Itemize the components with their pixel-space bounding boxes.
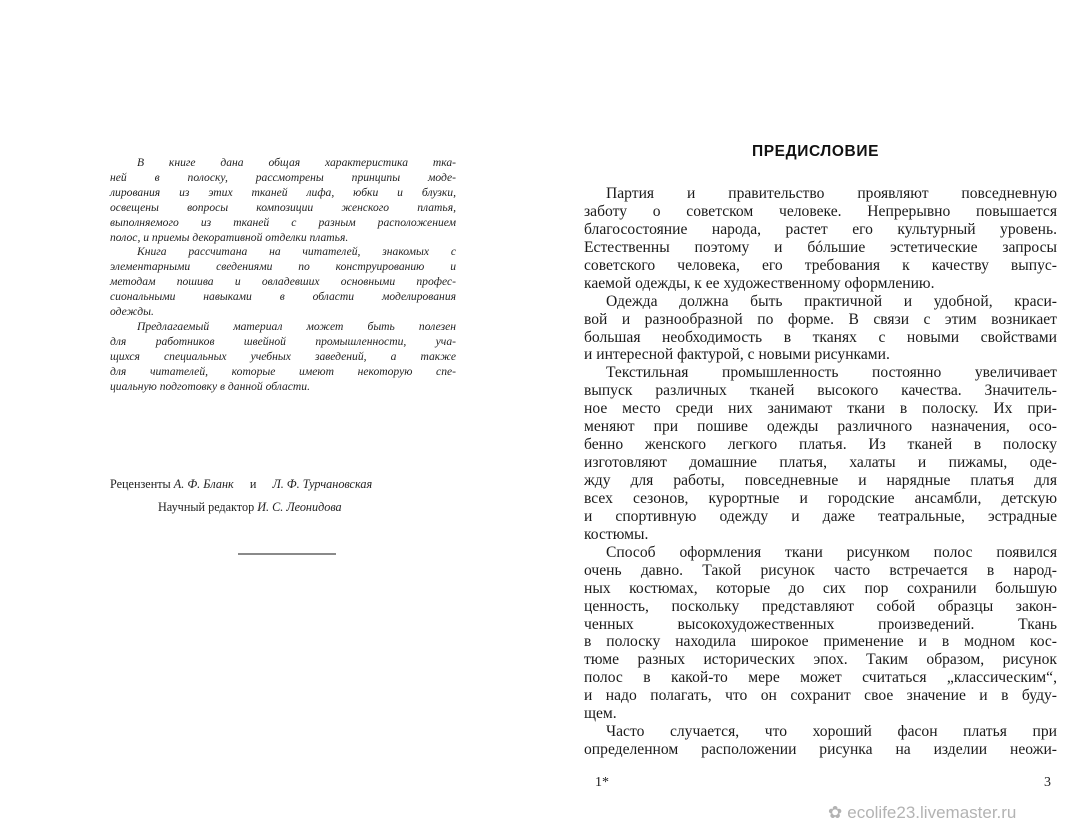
annotation-line: щихся специальных учебных заведений, а также xyxy=(110,349,456,363)
text-line: Способ оформления ткани рисунком полос появился xyxy=(606,543,1057,561)
text-line: и спортивную одежду и даже театральные, эстрадные xyxy=(584,507,1057,525)
text-line: костюмы. xyxy=(584,525,649,543)
reviewer-name: А. Ф. Бланк xyxy=(173,477,234,491)
annotation-line: сиональными навыками в области моделирования xyxy=(110,290,456,304)
text-line: ченных высокохудожественных произведений. Ткань xyxy=(584,615,1057,633)
right-page xyxy=(536,0,1072,834)
text-line: ных костюмах, которые до сих пор сохранили большую xyxy=(584,579,1057,597)
chapter-heading: ПРЕДИСЛОВИЕ xyxy=(752,143,880,160)
text-line: ное место среди них занимают ткани в полоску. Их при- xyxy=(584,400,1057,418)
text-line: бенно женского легкого платья. Из тканей в полоску xyxy=(584,436,1057,454)
text-line: определенном расположении рисунка на изделии неожи- xyxy=(584,741,1057,759)
reviewer-name: Л. Ф. Турчановская xyxy=(272,477,373,491)
page-number: 3 xyxy=(1044,775,1051,790)
annotation-line: выполняемого из тканей с разным расположением xyxy=(110,215,456,229)
annotation-line: одежды. xyxy=(110,305,154,319)
text-line: Часто случается, что хороший фасон платья при xyxy=(606,723,1057,741)
text-line: полос в какой-то мере может считаться „классическим“, xyxy=(584,669,1057,687)
annotation-line: Предлагаемый материал может быть полезен xyxy=(137,319,456,333)
annotation-line: лирования из этих тканей лифа, юбки и блузки, xyxy=(110,185,456,199)
text-line: благосостояние народа, растет его культурный уровень. xyxy=(584,220,1057,238)
text-line: изготовляют домашние платья, халаты и пижамы, оде- xyxy=(584,454,1057,472)
text-line: в полоску находила широкое применение и в модном кос- xyxy=(584,633,1057,651)
text-line: щем. xyxy=(584,705,617,723)
conjunction: и xyxy=(249,477,257,491)
editor-name: И. С. Леонидова xyxy=(257,500,342,514)
ornament-divider xyxy=(238,553,336,555)
editor-label: Научный редактор xyxy=(158,500,255,514)
reviewers-line xyxy=(110,473,456,496)
annotation-line: Книга рассчитана на читателей, знакомых с xyxy=(137,245,456,259)
text-line: очень давно. Такой рисунок часто встречается в народ- xyxy=(584,561,1057,579)
text-line: выпуск различных тканей высокого качества. Значитель- xyxy=(584,382,1057,400)
text-line: жду для работы, повседневные и нарядные платья для xyxy=(584,472,1057,489)
watermark-text: ecolife23.livemaster.ru xyxy=(847,803,1017,822)
annotation-line: освещены вопросы композиции женского платья, xyxy=(110,200,456,214)
text-line: заботу о советском человеке. Непрерывно повышается xyxy=(584,202,1057,220)
annotation-line: для работников швейной промышленности, уча- xyxy=(110,334,456,348)
reviewers-label: Рецензенты xyxy=(110,477,171,491)
annotation-line: методам пошива и овладевших основными профес- xyxy=(110,275,456,289)
text-line: меняют при пошиве одежды различного назначения, осо- xyxy=(584,418,1057,436)
flower-icon: ✿ xyxy=(828,803,843,822)
text-line: советского человека, его требования к качеству выпус- xyxy=(584,256,1057,274)
annotation-line: для читателей, которые имеют некоторую спе- xyxy=(110,364,456,378)
text-line: тюме разных исторических эпох. Таким образом, рисунок xyxy=(584,651,1057,669)
text-line: вой и разнообразной по форме. В связи с этим возникает xyxy=(584,310,1057,328)
credits-block xyxy=(110,473,456,519)
annotation-line: ней в полоску, рассмотрены принципы моде- xyxy=(110,170,456,184)
editor-line xyxy=(110,496,456,519)
text-line: Текстильная промышленность постоянно увеличивает xyxy=(606,364,1057,382)
text-line: всех сезонов, курортные и городские ансамбли, детскую xyxy=(584,489,1057,507)
annotation-line: В книге дана общая характеристика тка- xyxy=(137,156,456,169)
text-line: Партия и правительство проявляют повседневную xyxy=(606,185,1057,202)
text-line: и надо полагать, что он сохранит свое значение и в буду- xyxy=(584,687,1057,705)
signature-mark: 1* xyxy=(595,775,609,790)
text-line: Естественны поэтому и бóльшие эстетические запросы xyxy=(584,238,1057,256)
text-line: каемой одежды, к ее художественному оформлению. xyxy=(584,274,935,292)
text-line: Одежда должна быть практичной и удобной, краси- xyxy=(606,292,1057,310)
annotation-line: циальную подготовку в данной области. xyxy=(110,379,310,393)
book-annotation xyxy=(110,156,456,395)
text-line: и интересной фактурой, с новыми рисунками. xyxy=(584,346,890,364)
annotation-line: элементарными сведениями по конструированию и xyxy=(110,260,456,274)
annotation-line: полос, и приемы декоративной отделки платья. xyxy=(110,230,349,244)
preface-text xyxy=(584,185,1057,759)
watermark xyxy=(828,803,1016,823)
text-line: большая необходимость в тканях с новыми свойствами xyxy=(584,328,1057,346)
text-line: ценность, поскольку представляют собой образцы закон- xyxy=(584,597,1057,615)
